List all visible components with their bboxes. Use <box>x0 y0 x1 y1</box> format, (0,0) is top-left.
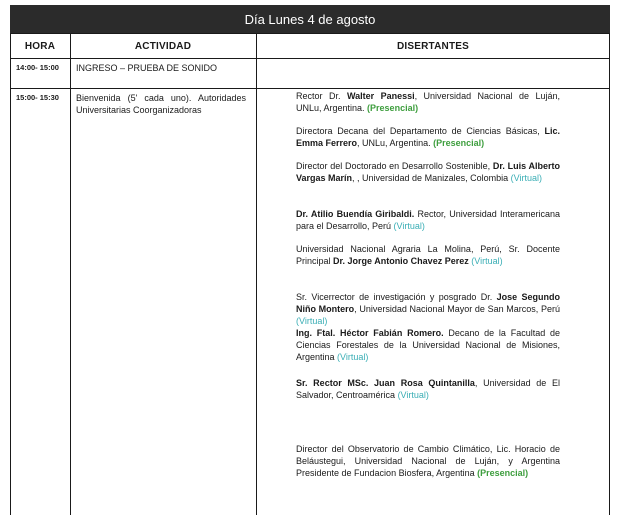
speaker-name: Dr. Atilio Buendía Giribaldi. <box>296 209 415 219</box>
column-header-hora: HORA <box>24 40 56 52</box>
attendance-mode: (Presencial) <box>477 468 529 478</box>
row-1-time: 14:00- 15:00 <box>16 63 59 72</box>
speaker-text: , Universidad Nacional de Luján, UNLu, Argentina. <box>296 91 561 113</box>
table-border-left <box>10 33 11 515</box>
speaker-text: , Universidad Nacional Mayor de San Marcos, Perú <box>354 304 560 314</box>
speaker-entry <box>296 291 560 327</box>
column-divider-actividad <box>256 33 257 515</box>
speaker-name: Ing. Ftal. Héctor Fabián Romero. <box>296 328 444 338</box>
attendance-mode: (Virtual) <box>510 173 542 183</box>
row-1-activity: INGRESO – PRUEBA DE SONIDO <box>76 63 218 73</box>
speaker-text: Director del Doctorado en Desarrollo Sostenible, <box>296 161 493 171</box>
speaker-entry <box>296 90 560 114</box>
table-border-top <box>10 33 610 34</box>
speaker-name: Sr. Rector MSc. Juan Rosa Quintanilla <box>296 378 475 388</box>
speaker-text: Universidad Nacional Agraria La Molina, Perú, Sr. Docente Principal <box>296 244 560 266</box>
speaker-name: Lic. Emma Ferrero <box>296 126 560 148</box>
speaker-name: Dr. Luis Alberto Vargas Marín <box>296 161 560 183</box>
column-header-actividad: ACTIVIDAD <box>134 40 192 52</box>
table-border-right <box>609 33 610 515</box>
row-divider <box>10 88 610 89</box>
speaker-entry <box>296 243 560 267</box>
row-2-activity: Bienvenida (5' cada uno). Autoridades Universitarias Coorganizadoras <box>76 93 246 115</box>
speaker-text: , Universidad de El Salvador, Centroamérica <box>296 378 560 400</box>
speaker-name: Dr. Jorge Antonio Chavez Perez <box>333 256 469 266</box>
speaker-entry <box>296 125 560 149</box>
attendance-mode: (Virtual) <box>296 316 328 326</box>
column-header-disertantes: DISERTANTES <box>396 40 470 52</box>
header-divider <box>10 58 610 59</box>
speaker-text: , , Universidad de Manizales, Colombia <box>352 173 511 183</box>
speaker-name: Walter Panessi <box>346 91 415 101</box>
attendance-mode: (Virtual) <box>471 256 503 266</box>
speaker-entry <box>296 443 560 479</box>
speaker-entry <box>296 208 560 232</box>
attendance-mode: (Presencial) <box>433 138 485 148</box>
attendance-mode: (Virtual) <box>337 352 369 362</box>
speaker-text: Director del Observatorio de Cambio Climático, Lic. Horacio de Beláustegui, Universidad Nacional de Luján, y Argentina Presidente de Fundacion Biosfera, Argentina <box>296 444 560 478</box>
speaker-entry <box>296 377 560 401</box>
speaker-text: Decano de la Facultad de Ciencias Forestales de la Universidad Nacional de Misiones, Argentina <box>296 328 560 362</box>
speaker-text: , UNLu, Argentina. <box>357 138 434 148</box>
speaker-text: Rector Dr. <box>296 91 347 101</box>
speaker-text: Directora Decana del Departamento de Ciencias Básicas, <box>296 126 545 136</box>
speaker-text: Sr. Vicerrector de investigación y posgrado Dr. <box>296 292 497 302</box>
speaker-text: Rector, Universidad Interamericana para el Desarrollo, Perú <box>296 209 560 231</box>
day-title <box>10 5 610 33</box>
day-title-text: Día Lunes 4 de agosto <box>244 11 376 27</box>
row-2-time: 15:00- 15:30 <box>16 93 59 102</box>
speaker-entry <box>296 327 560 363</box>
schedule-table <box>10 5 610 515</box>
speaker-entry <box>296 160 560 184</box>
attendance-mode: (Virtual) <box>397 390 429 400</box>
speaker-name: Jose Segundo Niño Montero <box>296 292 560 314</box>
attendance-mode: (Presencial) <box>367 103 419 113</box>
column-divider-hora <box>70 33 71 515</box>
attendance-mode: (Virtual) <box>393 221 425 231</box>
